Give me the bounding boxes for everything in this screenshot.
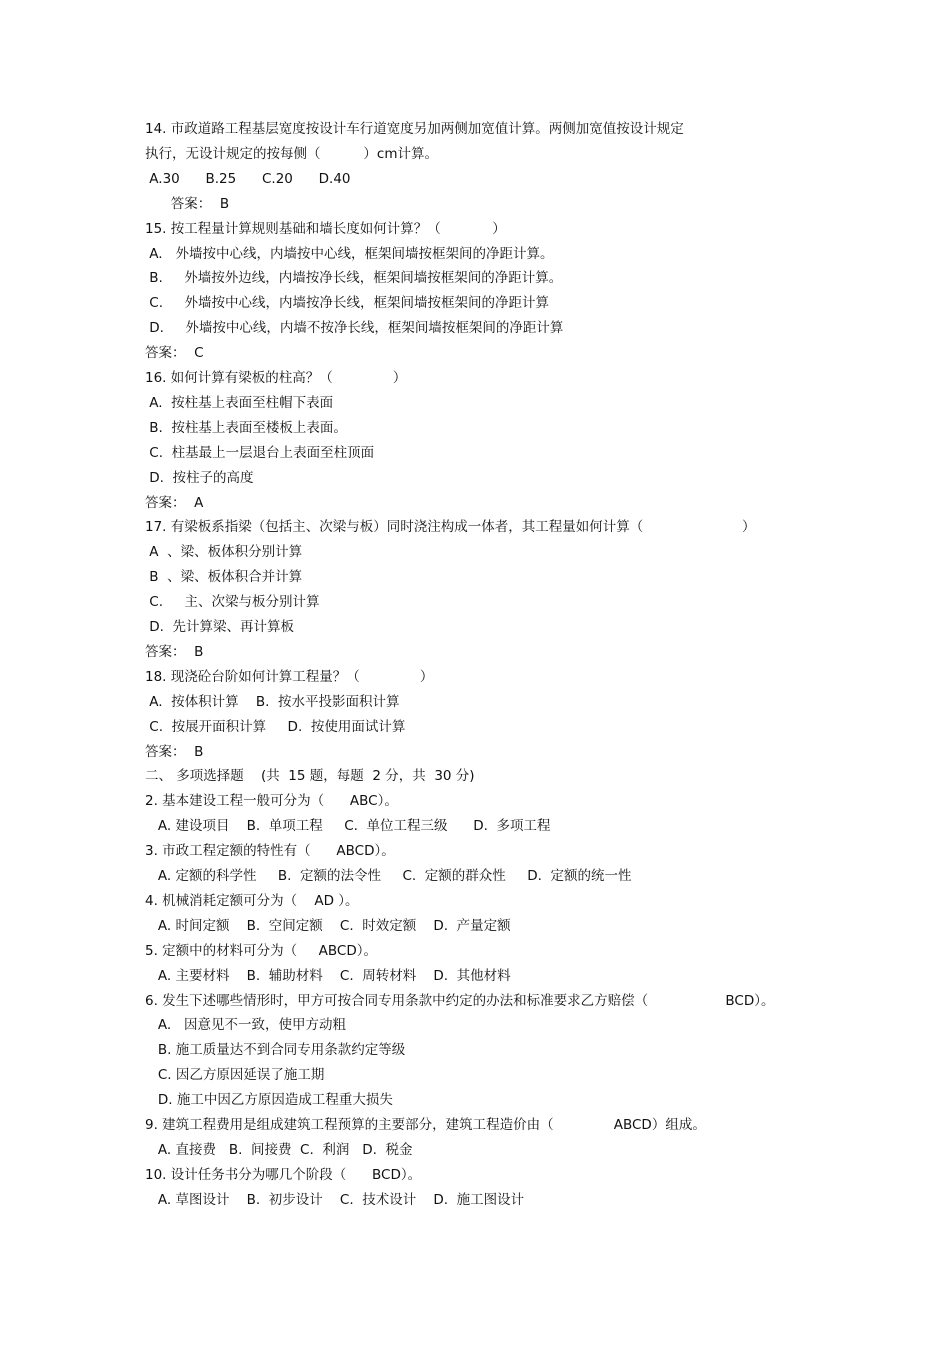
text-line: A. 外墙按中心线，内墙按中心线，框架间墙按框架间的净距计算。: [145, 245, 554, 262]
text-line: 16. 如何计算有梁板的柱高？（ ）: [145, 370, 407, 386]
text-line: 10. 设计任务书分为哪几个阶段（ BCD）。: [145, 1166, 422, 1183]
text-line: C. 柱基最上一层退台上表面至柱顶面: [145, 444, 375, 461]
text-line: A. 主要材料 B. 辅助材料 C. 周转材料 D. 其他材料: [145, 967, 511, 984]
text-line: A 、梁、板体积分别计算: [145, 544, 303, 561]
text-line: A. 时间定额 B. 空间定额 C. 时效定额 D. 产量定额: [145, 917, 511, 934]
text-line: A. 因意见不一致，使甲方动粗: [145, 1017, 347, 1034]
text-line: D. 按柱子的高度: [145, 469, 254, 486]
text-line: B. 施工质量达不到合同专用条款约定等级: [145, 1042, 406, 1059]
text-line: 15. 按工程量计算规则基础和墙长度如何计算？（ ）: [145, 220, 506, 237]
text-line: D. 外墙按中心线，内墙不按净长线，框架间墙按框架间的净距计算: [145, 320, 564, 337]
text-line: A. 按柱基上表面至柱帽下表面: [145, 394, 334, 411]
text-line: 18. 现浇砼台阶如何计算工程量？（ ）: [145, 668, 434, 685]
text-line: A. 直接费 B. 间接费 C. 利润 D. 税金: [145, 1141, 413, 1158]
text-line: 答案： B: [145, 743, 204, 760]
text-line: B 、梁、板体积合并计算: [145, 569, 303, 586]
text-line: 14. 市政道路工程基层宽度按设计车行道宽度另加两侧加宽值计算。两侧加宽值按设计规定: [145, 121, 684, 137]
text-line: C. 按展开面积计算 D. 按使用面试计算: [145, 718, 406, 735]
text-line: 答案： B: [145, 643, 204, 660]
text-line: D. 施工中因乙方原因造成工程重大损失: [145, 1092, 393, 1109]
text-line: 5. 定额中的材料可分为（ ABCD）。: [145, 942, 377, 959]
text-line: B. 按柱基上表面至楼板上表面。: [145, 419, 347, 436]
text-line: 执行，无设计规定的按每侧（ ）cm计算。: [145, 145, 438, 162]
text-line: A. 定额的科学性 B. 定额的法令性 C. 定额的群众性 D. 定额的统一性: [145, 868, 632, 884]
text-line: C. 因乙方原因延误了施工期: [145, 1067, 325, 1084]
text-line: A.30 B.25 C.20 D.40: [145, 170, 351, 187]
text-line: A. 按体积计算 B. 按水平投影面积计算: [145, 693, 400, 710]
text-line: 3. 市政工程定额的特性有（ ABCD）。: [145, 843, 395, 860]
text-line: 6. 发生下述哪些情形时，甲方可按合同专用条款中约定的办法和标准要求乙方赔偿（ BCD）。: [145, 992, 775, 1009]
text-line: 答案： C: [145, 345, 204, 362]
text-line: A. 草图设计 B. 初步设计 C. 技术设计 D. 施工图设计: [145, 1191, 525, 1208]
text-line: A. 建设项目 B. 单项工程 C. 单位工程三级 D. 多项工程: [145, 818, 551, 835]
text-line: 答案： B: [145, 195, 230, 212]
text-line: 17. 有梁板系指梁（包括主、次梁与板）同时浇注构成一体者，其工程量如何计算（ ）: [145, 519, 756, 536]
text-line: 答案： A: [145, 494, 204, 511]
text-line: 9. 建筑工程费用是组成建筑工程预算的主要部分，建筑工程造价由（ ABCD）组成。: [145, 1117, 706, 1133]
text-line: B. 外墙按外边线，内墙按净长线，框架间墙按框架间的净距计算。: [145, 270, 563, 287]
text-line: 4. 机械消耗定额可分为（ AD ）。: [145, 892, 359, 909]
text-line: C. 主、次梁与板分别计算: [145, 594, 320, 611]
text-line: C. 外墙按中心线，内墙按净长线，框架间墙按框架间的净距计算: [145, 295, 549, 312]
text-line: D. 先计算梁、再计算板: [145, 619, 295, 635]
text-line: 二、 多项选择题 (共 15 题，每题 2 分，共 30 分): [145, 768, 475, 785]
text-line: 2. 基本建设工程一般可分为（ ABC）。: [145, 793, 398, 810]
